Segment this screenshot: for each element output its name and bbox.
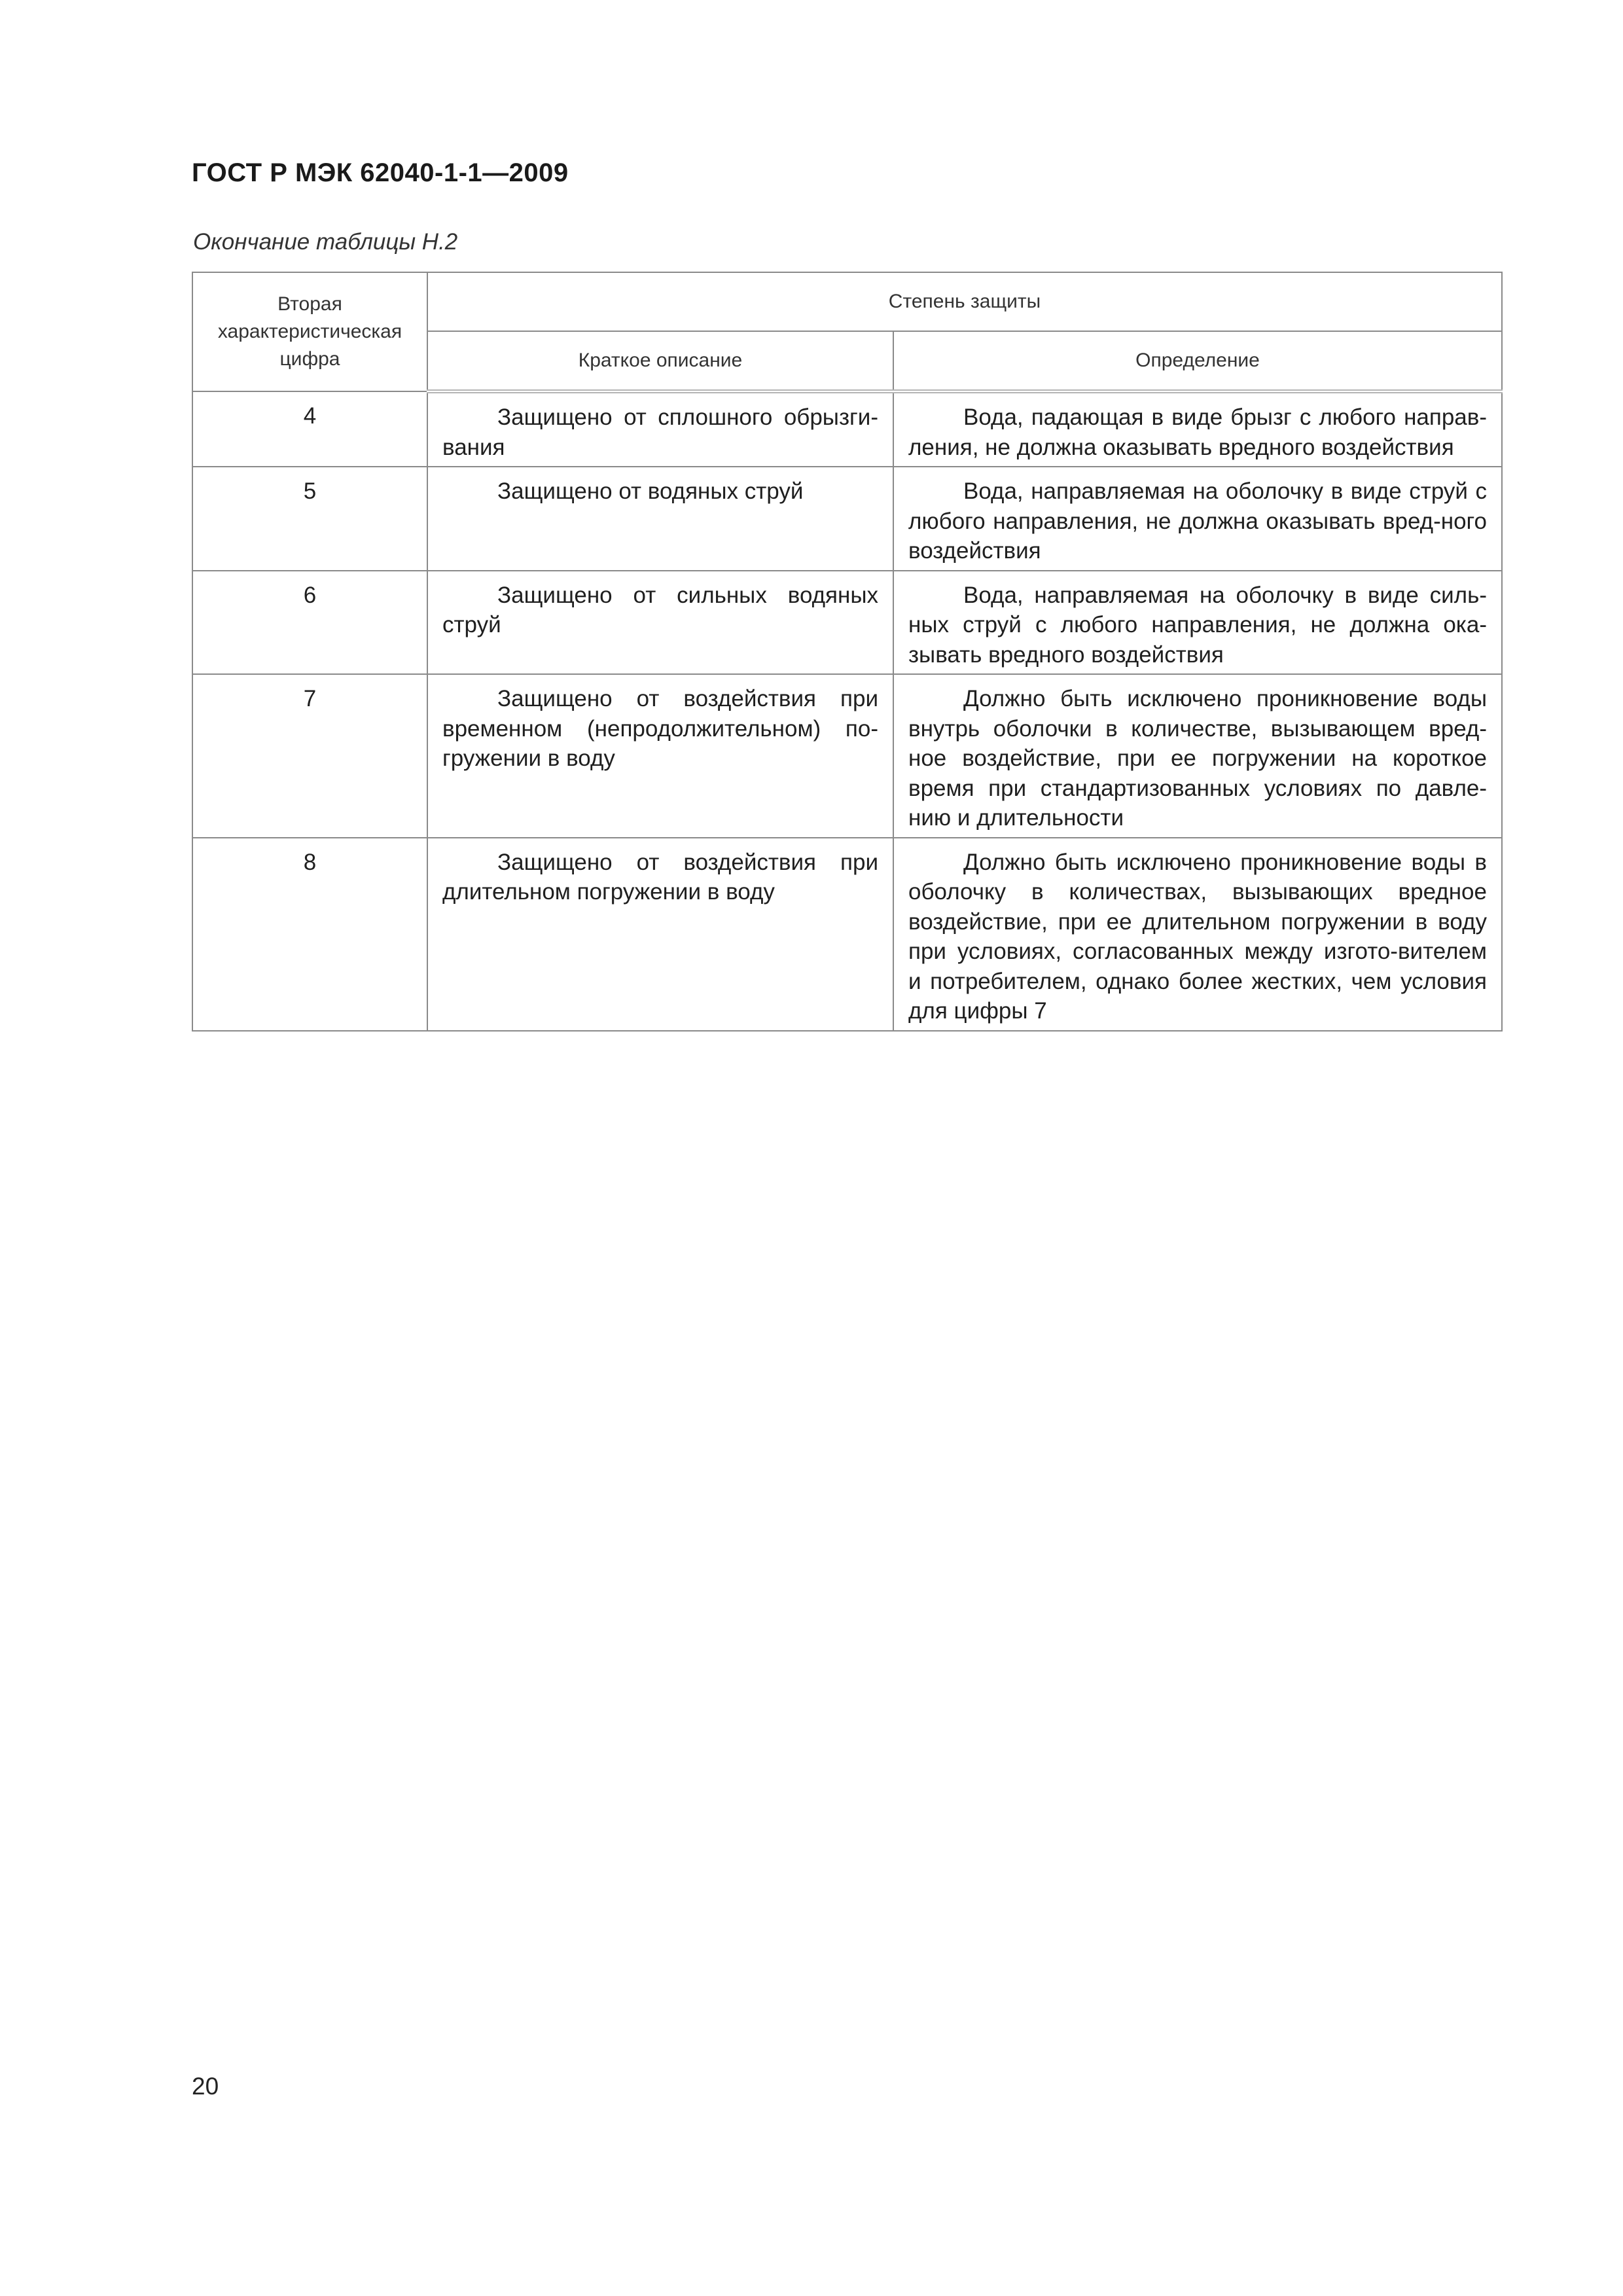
table-caption: Окончание таблицы Н.2 — [193, 229, 458, 255]
digit-cell: 7 — [192, 674, 427, 838]
page-number: 20 — [192, 2073, 219, 2100]
brief-cell: Защищено от сплошного обрызги-вания — [427, 391, 893, 467]
brief-cell: Защищено от водяных струй — [427, 467, 893, 571]
table-row — [192, 391, 1502, 467]
table-row — [192, 571, 1502, 675]
table-row — [192, 467, 1502, 571]
definition-cell: Должно быть исключено проникновение воды в оболочку в количествах, вызывающих вредное воздействие, при ее длительном погружении в воду при условиях, согласованных между изгото-вителем и потребителем, однако более жестких, чем условия для цифры 7 — [893, 838, 1502, 1031]
definition-cell: Вода, направляемая на оболочку в виде струй с любого направления, не должна оказывать вред-ного воздействия — [893, 467, 1502, 571]
digit-cell: 6 — [192, 571, 427, 675]
brief-cell: Защищено от сильных водяных струй — [427, 571, 893, 675]
header-brief-description: Краткое описание — [427, 331, 893, 391]
protection-degree-table — [192, 272, 1503, 1031]
definition-cell: Вода, падающая в виде брызг с любого направ-ления, не должна оказывать вредного воздействия — [893, 391, 1502, 467]
digit-cell: 8 — [192, 838, 427, 1031]
definition-cell: Должно быть исключено проникновение воды внутрь оболочки в количестве, вызывающем вред-ное воздействие, при ее погружении на короткое время при стандартизованных условиях по давле-нию и длительности — [893, 674, 1502, 838]
header-definition: Определение — [893, 331, 1502, 391]
document-code: ГОСТ Р МЭК 62040-1-1—2009 — [192, 158, 569, 187]
header-protection-degree: Степень защиты — [427, 272, 1502, 331]
brief-cell: Защищено от воздействия при длительном погружении в воду — [427, 838, 893, 1031]
brief-cell: Защищено от воздействия при временном (непродолжительном) по-гружении в воду — [427, 674, 893, 838]
digit-cell: 5 — [192, 467, 427, 571]
definition-cell: Вода, направляемая на оболочку в виде силь-ных струй с любого направления, не должна ока-зывать вредного воздействия — [893, 571, 1502, 675]
table-row — [192, 838, 1502, 1031]
digit-cell: 4 — [192, 391, 427, 467]
header-second-digit: Вторая характеристическая цифра — [192, 272, 427, 391]
table-row — [192, 674, 1502, 838]
